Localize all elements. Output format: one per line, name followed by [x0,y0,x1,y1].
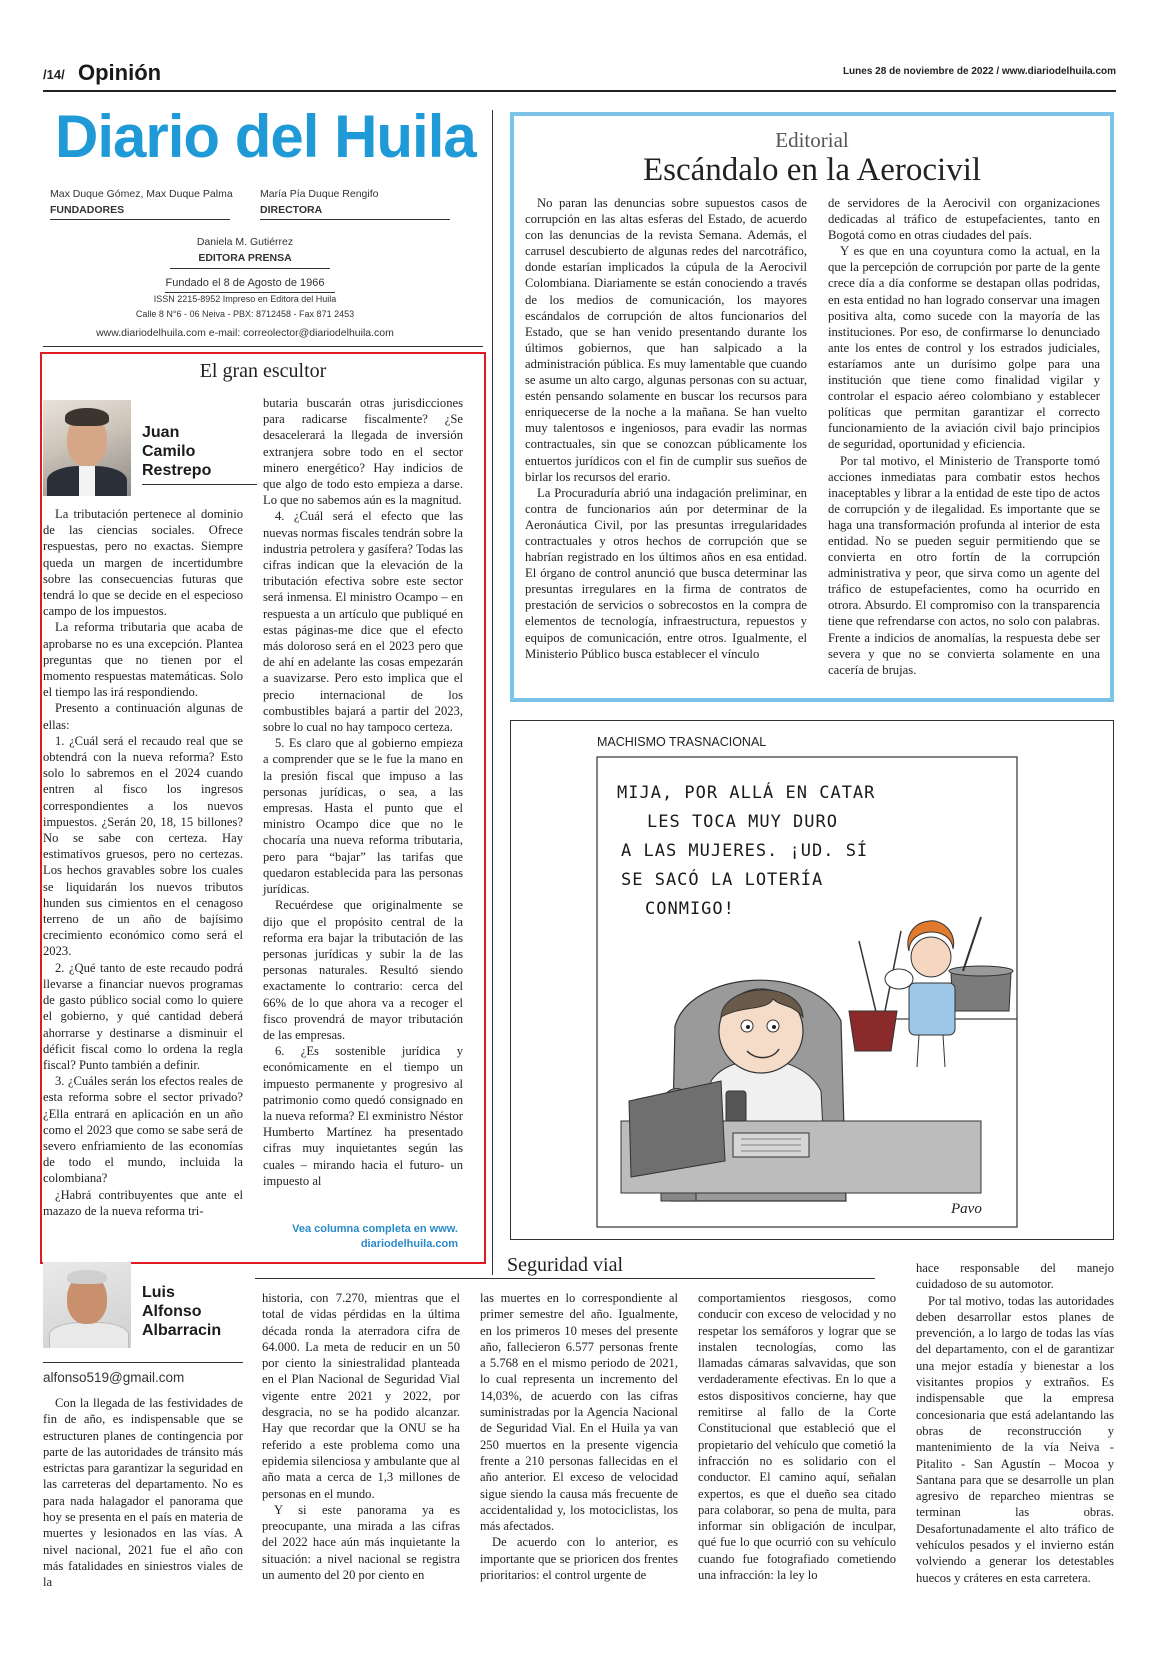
editorial-left-text: No paran las denuncias sobre supuestos casos de corrupción en las altas esferas del Estado, de acuerdo con las denuncias de la revista Semana. Además, el carrusel descubierto de algunas redes del narcotráfico, donde estarían implicados la cúpula de la Aerocivil Colombiana. Diariamente se están conociendo a través de los medios de comunicación, los mayores escándalos de corrupción de altos funcionarios del Estado, que se han venido presentando durante los últimos gobiernos, que han salpicado a la administración pública. Es muy lamentable que cuando se asume un alto cargo, algunas personas con su actuar, estén pensando solamente en buscar los recursos para enriquecerse de la noche a la mañana. Se han vuelto muy talentosos e ingeniosos, para evadir las normas contractuales, sin que se conozcan públicamente los entuertos jurídicos con el fin de cumplir sus sueños de birlar los recursos del erario. La Procuraduría abrió una indagación preliminar, en contra de funcionarios aún por determinar de la Aeronáutica Civil, por las presuntas irregularidades contractuales y otros hechos de corrupción que se habrían registrado en los últimos años en esa entidad. El órgano de control anunció que busca determinar las presuntas irregulares en la firma de contratos de prestación de servicios o sobrecostos en la compra de elementos de tecnología, infraestructura, repuestos y equipos de comunicación, entre otros. Igualmente, el Ministerio Público busca establecer el vínculo [525,196,807,661]
author-photo-restrepo [43,400,131,496]
section-title: Opinión [78,60,162,85]
web-email: www.diariodelhuila.com e-mail: correolector@diariodelhuila.com [96,327,394,339]
header-rule [43,90,1116,92]
author-last-name: Restrepo [142,462,212,479]
author2-middle-name: Alfonso [142,1303,202,1320]
editorial-right-text: de servidores de la Aerocivil con organizaciones dedicadas al tráfico de estupefacientes, tanto en Bogotá como en otras ciudades del país. Y es que en una coyuntura como la actual, en la que la percepción de corrupción por parte de la gente crece día a día conforme se destapan ollas podridas, en esta entidad no han logrado conservar una imagen positiva alta, como sucede con la mayoría de las instituciones. Por eso, de confirmarse lo denunciado ante los entes de control y los estrados judiciales, estaríamos ante un durísimo golpe para una institución que tiene como finalidad vigilar y controlar el espacio aéreo colombiano y establecer políticas que permitan garantizar el correcto funcionamiento de la aviación civil bajo principios de seguridad, oportunidad y eficiencia. Por tal motivo, el Ministerio de Transporte tomó acciones inmediatas para combatir estos hechos inaceptables y librar a la entidad de este tipo de actos de corrupción y de ilegalidad. Es importante que se haga una transformación profunda al interior de esta entidad. No se pueden seguir permitiendo que se convierta en otro fortín de la corrupción administrativa y peor, que sirva como un agente del tráfico de estupefacientes, como ha ocurrido en otrora. Absurdo. El compromiso con la transparencia tiene que refrendarse con actos, no solo con palabras. Frente a indicios de anomalías, la respuesta debe ser severa y que no se convierta solamente en una cacería de brujas. [828,196,1100,677]
masthead-rule-2 [260,219,450,220]
logo: Diario del Huila [55,103,476,170]
author-photo-albarracin [43,1262,131,1348]
director-name: María Pía Duque Rengifo [260,188,379,200]
masthead-rule-3 [170,268,330,269]
issn: ISSN 2215-8952 Impreso en Editora del Huila [153,294,337,304]
author-middle-name: Camilo [142,443,196,460]
page-divider [492,110,493,1275]
author2-email[interactable]: alfonso519@gmail.com [43,1370,185,1385]
cartoon-title: MACHISMO TRASNACIONAL [597,735,767,749]
address: Calle 8 N°6 - 06 Neiva - PBX: 8712458 - Fax 871 2453 [135,309,355,319]
editor-label: EDITORA PRENSA [198,252,292,264]
cartoon-frame [510,720,1114,1240]
column1-left-text: La tributación pertenece al dominio de las ciencias sociales. Ofrece respuestas, pero no exactas. Siempre queda un margen de incertidumbre sobre las consecuencias futuras que tendrá lo que se decide en el especioso campo de los impuestos. La reforma tributaria que acaba de aprobarse no es una excepción. Plantea preguntas que no tienen por el momento respuestas matemáticas. Solo el tiempo las irá respondiendo. Presento a continuación algunas de ellas: 1. ¿Cuál será el recaudo real que se obtendrá con la nueva reforma? Esto solo lo sabremos en el 2024 cuando entren al fisco los ingresos correspondientes a los nuevos impuestos. ¿Serán 20, 18, 15 billones? No se sabe con certeza. Hay estimativos gruesos, pero no certezas. Los hechos gravables sobre los cuales se liquidarán los nuevos tributos hunden sus cimientos en el cenagoso terreno de un año de bajísimo crecimiento económico como será el 2023. 2. ¿Qué tanto de este recaudo podrá llevarse a financiar nuevos programas de gasto público social como lo quiere el gobierno, y qué cantidad deberá ahorrarse y destinarse a disminuir el déficit fiscal como lo ordena la regla fiscal? Punto también a definir. 3. ¿Cuáles serán los efectos reales de esta reforma sobre el sector privado? ¿Ella entrará en aplicación en un año como el 2023 que como se sabe será de severo enfriamiento de las economías de todo el mundo, incluida la colombiana? ¿Habrá contribuyentes que ante el mazazo de la nueva reforma tri- [43,507,243,1218]
masthead-rule-4 [165,292,335,293]
column2-text-2: historia, con 7.270, mientras que el total de vidas pérdidas en la última década ronda la aterradora cifra de 64.000. La meta de reducir en un 50 por ciento la siniestralidad planteada en el Plan Nacional de Seguridad Vial vigente entre 2021 y 2022, por desgracia, no se ha podido alcanzar. Hay que recordar que la ONU se ha referido a este problema como una epidemia silenciosa y ambulante que al año mata a cerca de 1,3 millones de personas en el mundo. Y si este panorama ya es preocupante, una mirada a las cifras del 2022 hace aún más inquietante la situación: a nivel nacional se registra un aumento del 20 por ciento en [262,1291,460,1583]
column2-text-5: hace responsable del manejo cuidadoso de su automotor. Por tal motivo, todas las autoridades deben desarrollar estos planes de prevención, a lo largo de todas las vías del departamento, con el de garantizar una mejor estadía y bienestar a los visitantes propios y extraños. Es indispensable que la empresa concesionaria que está adelantando las obras de reconstrucción y mantenimiento de la vía Neiva - Pitalito - San Agustín – Mocoa y Santana para que se desarrolle un plan agresivo de reparcheo mientras se terminan las obras. Desafortunadamente el alto tráfico de vehículos pesados y el invierno están volviendo a generar los detestables huecos y cráteres en esta carretera. [916,1261,1114,1585]
founded-date: Fundado el 8 de Agosto de 1966 [165,277,325,289]
masthead-bottom-rule [43,346,483,347]
author-rule [142,484,257,485]
editorial-kicker: Editorial [775,128,849,152]
director-label: DIRECTORA [260,204,323,216]
cartoon-speech: MIJA, POR ALLÁ EN CATAR LES TOCA MUY DURO A LAS MUJERES. ¡UD. SÍ SE SACÓ LA LOTERÍA CONMIGO! [617,783,876,919]
author-first-name: Juan [142,424,180,441]
author2-rule [43,1362,243,1363]
read-more-link[interactable]: Vea columna completa en www. diariodelhuila.com [292,1223,458,1250]
founders-label: FUNDADORES [50,204,125,216]
cartoon-signature: Pavo [951,1201,982,1217]
bottom-top-rule [255,1278,875,1279]
founders-names: Max Duque Gómez, Max Duque Palma [50,188,233,200]
column2-text-1: Con la llegada de las festividades de fin de año, es indispensable que se estructuren planes de contingencia por parte de las autoridades de tránsito más estrictas para garantizar la seguridad en las carreteras del departamento. No es para nada halagador el panorama que hoy se presenta en el país en materia de muertes y lesionados en las vías. A nivel nacional, 2021 fue el año con más fatalidades en siniestros viales de la [43,1396,243,1590]
column2-text-3: las muertes en lo correspondiente al primer semestre del año. Igualmente, en los primeros 10 meses del presente año, fallecieron 6.577 personas frente a 5.768 en el mismo periodo de 2021, lo cual representa un incremento del 14,03%, de acuerdo con las cifras suministradas por la Agencia Nacional de Seguridad Vial. En el Huila ya van 250 muertos en la presente vigencia frente a 210 personas fallecidas en el año anterior. El exceso de velocidad sigue siendo la causa más frecuente de accidentalidad y, los motociclistas, los más afectados. De acuerdo con lo anterior, es importante que se prioricen dos frentes prioritarios: el control urgente de [480,1291,678,1583]
column1-title: El gran escultor [199,360,327,382]
column2-title: Seguridad vial [506,1254,624,1276]
masthead-rule-1 [50,219,230,220]
author2-last-name: Albarracin [142,1322,222,1339]
editor-name: Daniela M. Gutiérrez [196,236,294,248]
page-number: /14/ [43,67,65,82]
author2-first-name: Luis [142,1284,175,1301]
column2-text-4: comportamientos riesgosos, como conducir con exceso de velocidad y no respetar los semáforos y lograr que se instalen tecnologías, como las llamadas cámaras salvavidas, que son verdaderamente efectivas. En lo que a estos dispositivos concierne, hay que remitirse al fallo de la Corte Constitucional que estableció que el propietario del vehículo que cometió la infracción no es solidario con el conductor. El camino aquí, señalan expertos, es que el dueño sea citado para colaborar, so pena de multa, para informar sin obligación de inculpar, qué fue lo que ocurrió con su vehículo cuando fue fotografiado cometiendo una infracción: la ley lo [698,1291,896,1583]
dateline: Lunes 28 de noviembre de 2022 / www.diariodelhuila.com [842,66,1116,77]
editorial-title: Escándalo en la Aerocivil [642,152,982,188]
column1-right-text: butaria buscarán otras jurisdicciones para radicarse fiscalmente? ¿Se desacelerará la llegada de inversión extranjera sobre todo en el sector minero energético? Hay indicios de que algo de todo esto empieza a darse. Lo que no sabemos aún es la magnitud. 4. ¿Cuál será el efecto que las nuevas normas fiscales tendrán sobre la industria petrolera y gasífera? Todas las cifras indican que la elevación de la tributación efectiva sobre este sector será inmensa. El ministro Ocampo – en respuesta a un artículo que publiqué en estas páginas-me dice que el efecto más doloroso será en el 2023 pero que de ahí en adelante las cosas empezarán a suavizarse. Pero esto implica que el precio internacional de los combustibles bajará a partir del 2023, sobre lo cual no hay tampoco certeza. 5. Es claro que al gobierno empieza a comprender que se le fue la mano en la presión fiscal que impuso a las personas jurídicas, o sea, a las empresas. Hasta el punto que el ministro Ocampo dice que no le chocaría una nueva reforma tributaria, pero para “bajar” las tarifas que quedaron establecida para las personas jurídicas. Recuérdese que originalmente se dijo que el propósito central de la reforma era bajar la tributación de las personas jurídicas y subir la de las personas naturales. Resultó siendo exactamente lo contrario: cerca del 66% de lo que ahora va a recoger el fisco provendrá de mayor tributación de las empresas. 6. ¿Es sostenible jurídica y económicamente en el tiempo un impuesto permanente y progresivo al patrimonio como quedó consignado en la nueva reforma? El exministro Néstor Humberto Martínez ha presentado cifras muy inquietantes según las cuales – mirando hacia el futuro- un impuesto al [263,396,463,1188]
